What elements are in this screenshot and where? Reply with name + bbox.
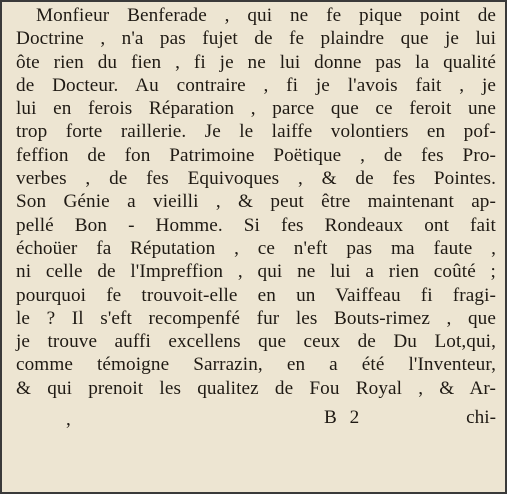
footer-mark: , [66,409,71,431]
body-text [16,4,496,434]
text-line: le ? Il s'eft recompenfé fur les Bouts-rimez , que [16,307,496,329]
catchword: chi- [466,407,496,429]
page-footer [16,406,496,434]
text-line: je trouve auffi excellens que ceux de Du Lot,qui, [16,331,496,353]
text-line: feffion de fon Patrimoine Poëtique , de fes Pro- [16,144,496,166]
signature-mark: B 2 [324,407,364,429]
text-line: comme témoigne Sarrazin, en a été l'Inventeur, [16,354,496,376]
text-line: pellé Bon - Homme. Si fes Rondeaux ont fait [16,214,496,236]
text-line: pourquoi fe trouvoit-elle en un Vaiffeau fi fragi- [16,284,496,306]
text-line: ni celle de l'Impreffion , qui ne lui a rien coûté ; [16,261,496,283]
text-line: & qui prenoit les qualitez de Fou Royal , & Ar- [16,377,496,399]
text-line: Doctrine , n'a pas fujet de fe plaindre que je lui [16,28,496,50]
text-line: de Docteur. Au contraire , fi je l'avois fait , je [16,74,496,96]
text-line: Monfieur Benferade , qui ne fe pique point de [36,5,496,26]
text-line: verbes , de fes Equivoques , & de fes Pointes. [16,168,496,190]
text-line: Son Génie a vieilli , & peut être maintenant ap- [16,191,496,213]
text-line: lui en ferois Réparation , parce que ce feroit une [16,98,496,120]
text-line: échoüer fa Réputation , ce n'eft pas ma faute , [16,237,496,259]
text-line: trop forte raillerie. Je le laiffe volontiers en pof- [16,121,496,143]
text-line: ôte rien du fien , fi je ne lui donne pas la qualité [16,51,496,73]
